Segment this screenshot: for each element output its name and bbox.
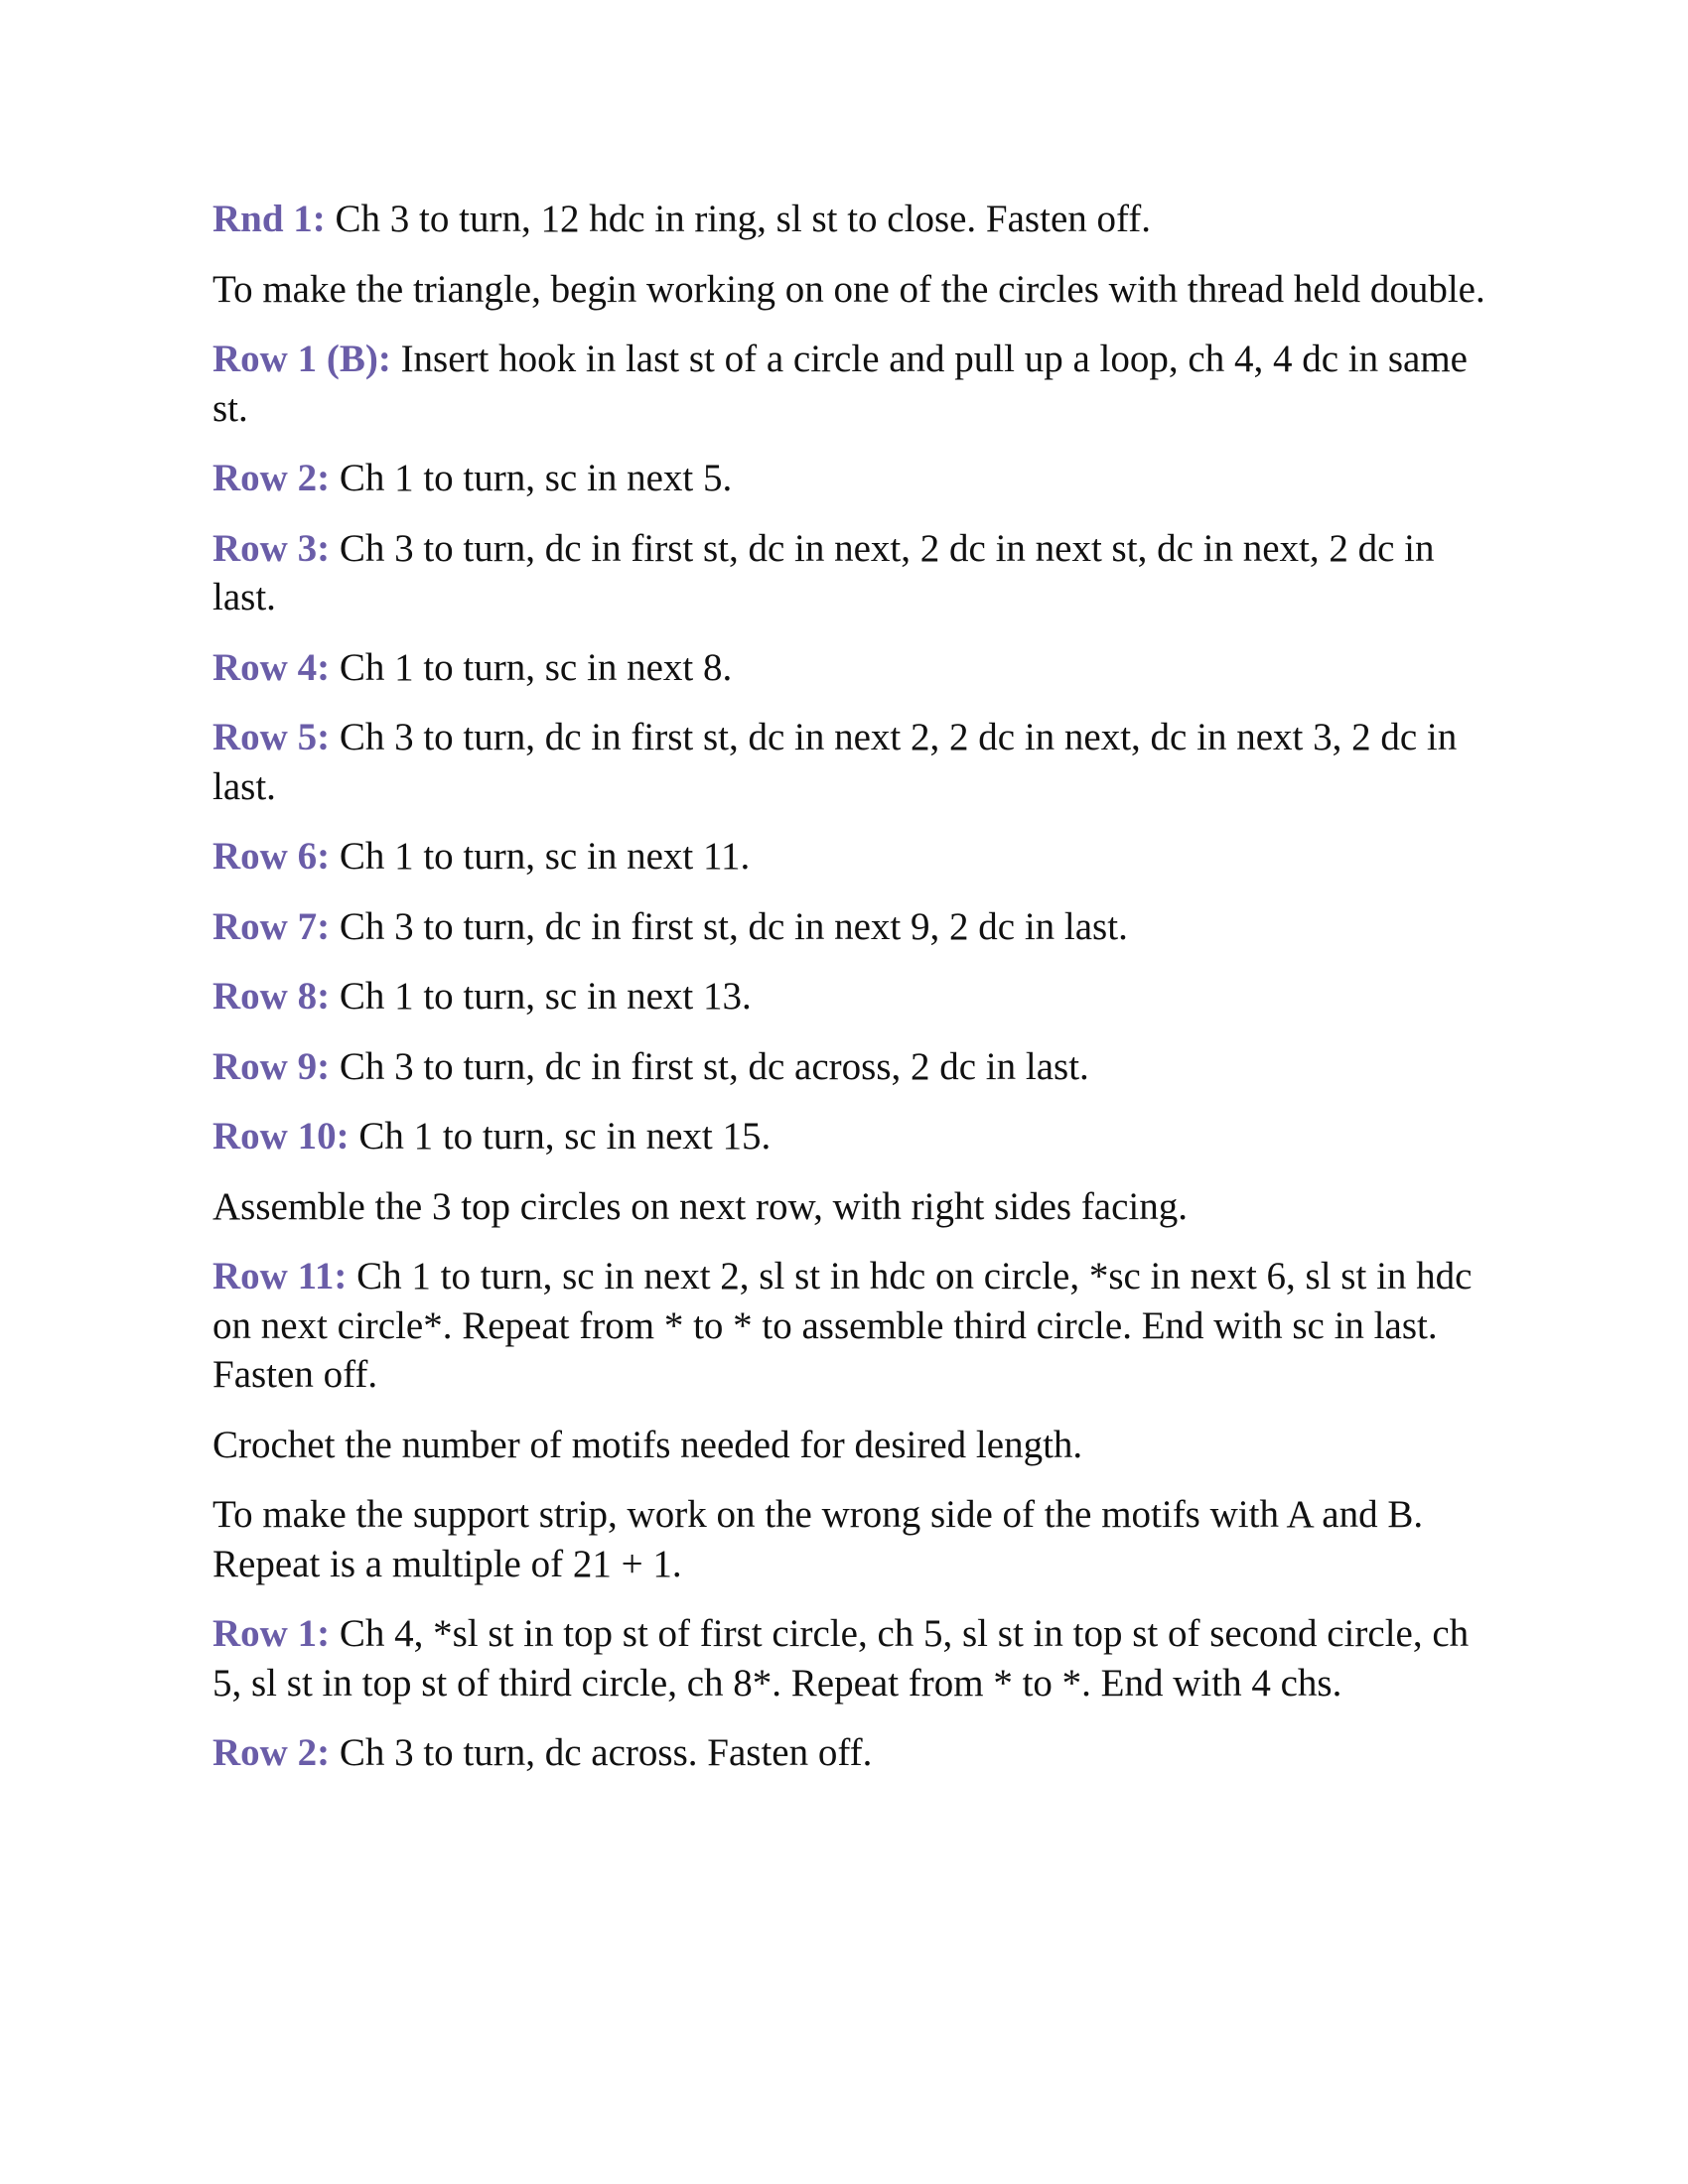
note-number-of-motifs (212, 1421, 1503, 1470)
document-page (212, 195, 1503, 1799)
note-support-strip (212, 1490, 1503, 1588)
note-text: Crochet the number of motifs needed for desired length. (212, 1423, 1083, 1466)
instruction-row-9 (212, 1042, 1503, 1092)
step-text: Ch 1 to turn, sc in next 11. (339, 835, 751, 878)
step-text: Ch 3 to turn, 12 hdc in ring, sl st to close. Fasten off. (335, 198, 1152, 240)
step-label: Row 11: (212, 1255, 348, 1297)
step-label: Row 2: (212, 1731, 331, 1774)
step-text: Ch 1 to turn, sc in next 15. (358, 1115, 772, 1158)
step-label: Rnd 1: (212, 198, 326, 240)
note-text: To make the triangle, begin working on one of the circles with thread held double. (212, 267, 1485, 311)
step-text: Ch 1 to turn, sc in next 13. (339, 975, 752, 1018)
step-label: Row 1 (B): (212, 338, 391, 380)
note-make-triangle (212, 265, 1503, 315)
step-text: Insert hook in last st of a circle and pull up a loop, ch 4, 4 dc in same st. (212, 338, 1468, 430)
instruction-row-7 (212, 902, 1503, 952)
step-label: Row 9: (212, 1044, 331, 1088)
step-text: Ch 1 to turn, sc in next 5. (339, 457, 733, 499)
instruction-row-5 (212, 713, 1503, 811)
step-text: Ch 1 to turn, sc in next 8. (339, 645, 733, 689)
step-text: Ch 3 to turn, dc across. Fasten off. (339, 1731, 873, 1774)
instruction-strip-row-2 (212, 1728, 1503, 1778)
note-assemble-circles (212, 1182, 1503, 1232)
step-label: Row 1: (212, 1612, 331, 1655)
instruction-row-10 (212, 1112, 1503, 1161)
instruction-row-11 (212, 1252, 1503, 1400)
step-label: Row 5: (212, 716, 331, 758)
instruction-row-1-b (212, 335, 1503, 433)
step-text: Ch 1 to turn, sc in next 2, sl st in hdc on circle, *sc in next 6, sl st in hdc on next circle*. Repeat from * to * to assemble third circle. End with sc in last. Fasten off. (212, 1255, 1473, 1396)
instruction-row-3 (212, 524, 1503, 622)
step-label: Row 2: (212, 457, 331, 499)
step-text: Ch 3 to turn, dc in first st, dc across, 2 dc in last. (339, 1044, 1089, 1088)
instruction-rnd-1 (212, 195, 1503, 244)
step-text: Ch 3 to turn, dc in first st, dc in next 2, 2 dc in next, dc in next 3, 2 dc in last. (212, 716, 1458, 808)
step-label: Row 10: (212, 1115, 350, 1158)
instruction-row-2 (212, 454, 1503, 503)
note-text: To make the support strip, work on the wrong side of the motifs with A and B. Repeat is a multiple of 21 + 1. (212, 1493, 1424, 1585)
instruction-strip-row-1 (212, 1609, 1503, 1707)
step-label: Row 4: (212, 645, 331, 689)
step-text: Ch 3 to turn, dc in first st, dc in next, 2 dc in next st, dc in next, 2 dc in last. (212, 526, 1435, 618)
instruction-row-8 (212, 972, 1503, 1022)
instruction-row-6 (212, 832, 1503, 882)
step-label: Row 8: (212, 975, 331, 1018)
step-label: Row 6: (212, 835, 331, 878)
step-label: Row 7: (212, 904, 331, 948)
instruction-row-4 (212, 643, 1503, 693)
note-text: Assemble the 3 top circles on next row, with right sides facing. (212, 1184, 1189, 1228)
step-text: Ch 3 to turn, dc in first st, dc in next 9, 2 dc in last. (339, 904, 1128, 948)
step-text: Ch 4, *sl st in top st of first circle, ch 5, sl st in top st of second circle, ch 5, sl st in top st of third circle, ch 8*. Repeat from * to *. End with 4 chs. (212, 1612, 1470, 1705)
step-label: Row 3: (212, 526, 331, 570)
